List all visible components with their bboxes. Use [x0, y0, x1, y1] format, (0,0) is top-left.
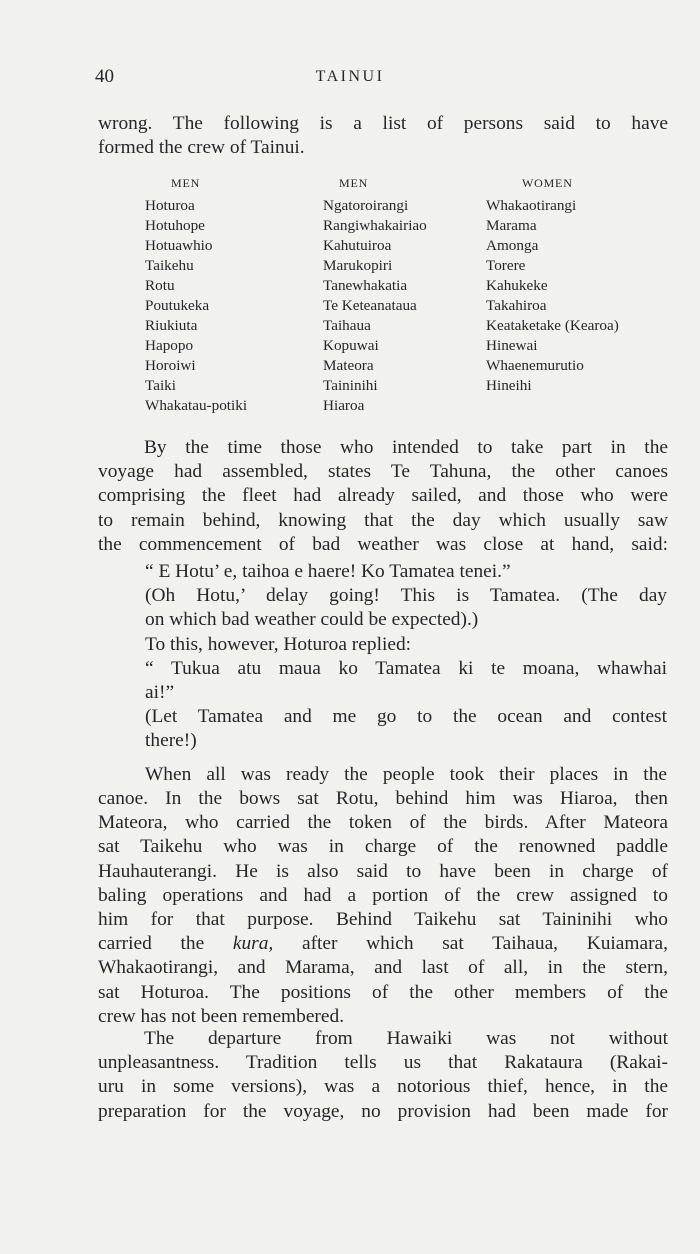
italic-term-kura: kura, [232, 933, 274, 955]
maori-quote: ai!” [145, 682, 175, 704]
crew-name: Horoiwi [145, 357, 196, 374]
text-fragment: after which sat Taihaua, Kuiamara, [273, 933, 669, 955]
text-line: crew has not been remembered. [98, 1005, 345, 1027]
crew-name: Taikehu [145, 257, 194, 274]
text-line: unpleasantness. Tradition tells us that Rakataura (Rakai- [98, 1052, 668, 1074]
crew-name: Hoturoa [145, 197, 195, 214]
text-line: baling operations and had a portion of the crew assigned to [98, 884, 668, 906]
text-line: By the time those who intended to take part in the [144, 437, 668, 458]
text-line: canoe. In the bows sat Rotu, behind him was Hiaroa, then [98, 788, 668, 809]
crew-name: Whaenemurutio [486, 357, 584, 374]
reply-intro: To this, however, Hoturoa replied: [145, 633, 412, 655]
text-line: Mateora, who carried the token of the birds. After Mateora [98, 812, 668, 834]
crew-name: Amonga [486, 237, 539, 254]
women-column [486, 174, 619, 396]
text-line: comprising the fleet had already sailed, and those who were [98, 485, 668, 507]
column-heading: MEN [171, 176, 201, 190]
text-line: sat Hoturoa. The positions of the other members of the [98, 981, 668, 1003]
crew-name: Ngatoroirangi [323, 197, 409, 214]
text-fragment: carried the [98, 933, 233, 955]
crew-name: Taininihi [323, 377, 378, 394]
text-line: Whakaotirangi, and Marama, and last of all, in the stern, [98, 957, 668, 979]
body-paragraph-2 [98, 787, 668, 1029]
crew-name: Hotuhope [145, 217, 205, 234]
crew-name: Kahutuiroa [323, 237, 392, 254]
crew-name: Tanewhakatia [323, 277, 408, 294]
crew-name: Hiaroa [323, 397, 365, 414]
page-number: 40 [95, 66, 114, 87]
text-line: The departure from Hawaiki was not without [144, 1028, 668, 1049]
text-line: preparation for the voyage, no provision had been made for [98, 1100, 668, 1122]
column-heading: MEN [339, 176, 369, 190]
crew-name: Mateora [323, 357, 374, 374]
crew-name: Hineihi [486, 377, 532, 394]
text-line: When all was ready the people took their places in the [145, 764, 667, 785]
translation-line: on which bad weather could be expected).) [145, 609, 479, 631]
translation-line: (Let Tamatea and me go to the ocean and contest [145, 706, 667, 728]
text-line: uru in some versions), was a notorious thief, hence, in the [98, 1076, 668, 1098]
maori-quote: “ E Hotu’ e, taihoa e haere! Ko Tamatea tenei.” [145, 561, 511, 582]
body-paragraph-3 [98, 1027, 668, 1124]
crew-name: Takahiroa [486, 297, 547, 314]
dialogue-block [145, 560, 667, 754]
text-line: voyage had assembled, states Te Tahuna, the other canoes [98, 461, 668, 483]
intro-paragraph [98, 112, 668, 160]
crew-name: Kopuwai [323, 337, 379, 354]
crew-name: Whakaotirangi [486, 197, 577, 214]
text-line: formed the crew of Tainui. [98, 137, 305, 159]
crew-name: Marukopiri [323, 257, 393, 274]
text-line: sat Taikehu who was in charge of the renowned paddle [98, 836, 668, 858]
crew-name: Hapopo [145, 337, 194, 354]
men-column-2 [323, 174, 427, 416]
crew-name: Kahukeke [486, 277, 548, 294]
crew-list-table [0, 174, 700, 424]
crew-name: Whakatau-potiki [145, 397, 248, 414]
crew-name: Poutukeka [145, 297, 210, 314]
text-line: the commencement of bad weather was close at hand, said: [98, 533, 668, 555]
crew-name: Riukiuta [145, 317, 198, 334]
crew-name: Marama [486, 217, 537, 234]
crew-name: Hotuawhio [145, 237, 213, 254]
text-line: to remain behind, knowing that the day which usually saw [98, 509, 668, 531]
crew-name: Torere [486, 257, 526, 274]
maori-quote: “ Tukua atu maua ko Tamatea ki te moana, whawhai [145, 657, 667, 679]
men-column-1 [145, 174, 247, 416]
body-paragraph-1 [98, 436, 668, 557]
crew-name: Taihaua [323, 317, 371, 334]
crew-name: Taiki [145, 377, 176, 394]
crew-name: Rangiwhakairiao [323, 217, 427, 234]
crew-name: Keataketake (Kearoa) [486, 317, 619, 334]
crew-name: Hinewai [486, 337, 538, 354]
text-line: him for that purpose. Behind Taikehu sat Taininihi who [98, 909, 668, 931]
crew-name: Rotu [145, 277, 175, 294]
text-line: wrong. The following is a list of persons said to have [98, 113, 668, 134]
crew-name: Te Keteanataua [323, 297, 417, 314]
translation-line: (Oh Hotu,’ delay going! This is Tamatea. (The day [145, 585, 667, 607]
text-line [98, 932, 668, 956]
body-paragraph-2-start [145, 763, 667, 787]
column-heading: WOMEN [522, 176, 573, 190]
translation-line: there!) [145, 730, 197, 752]
running-title: TAINUI [315, 68, 385, 85]
text-line: Hauhauterangi. He is also said to have been in charge of [98, 860, 668, 882]
